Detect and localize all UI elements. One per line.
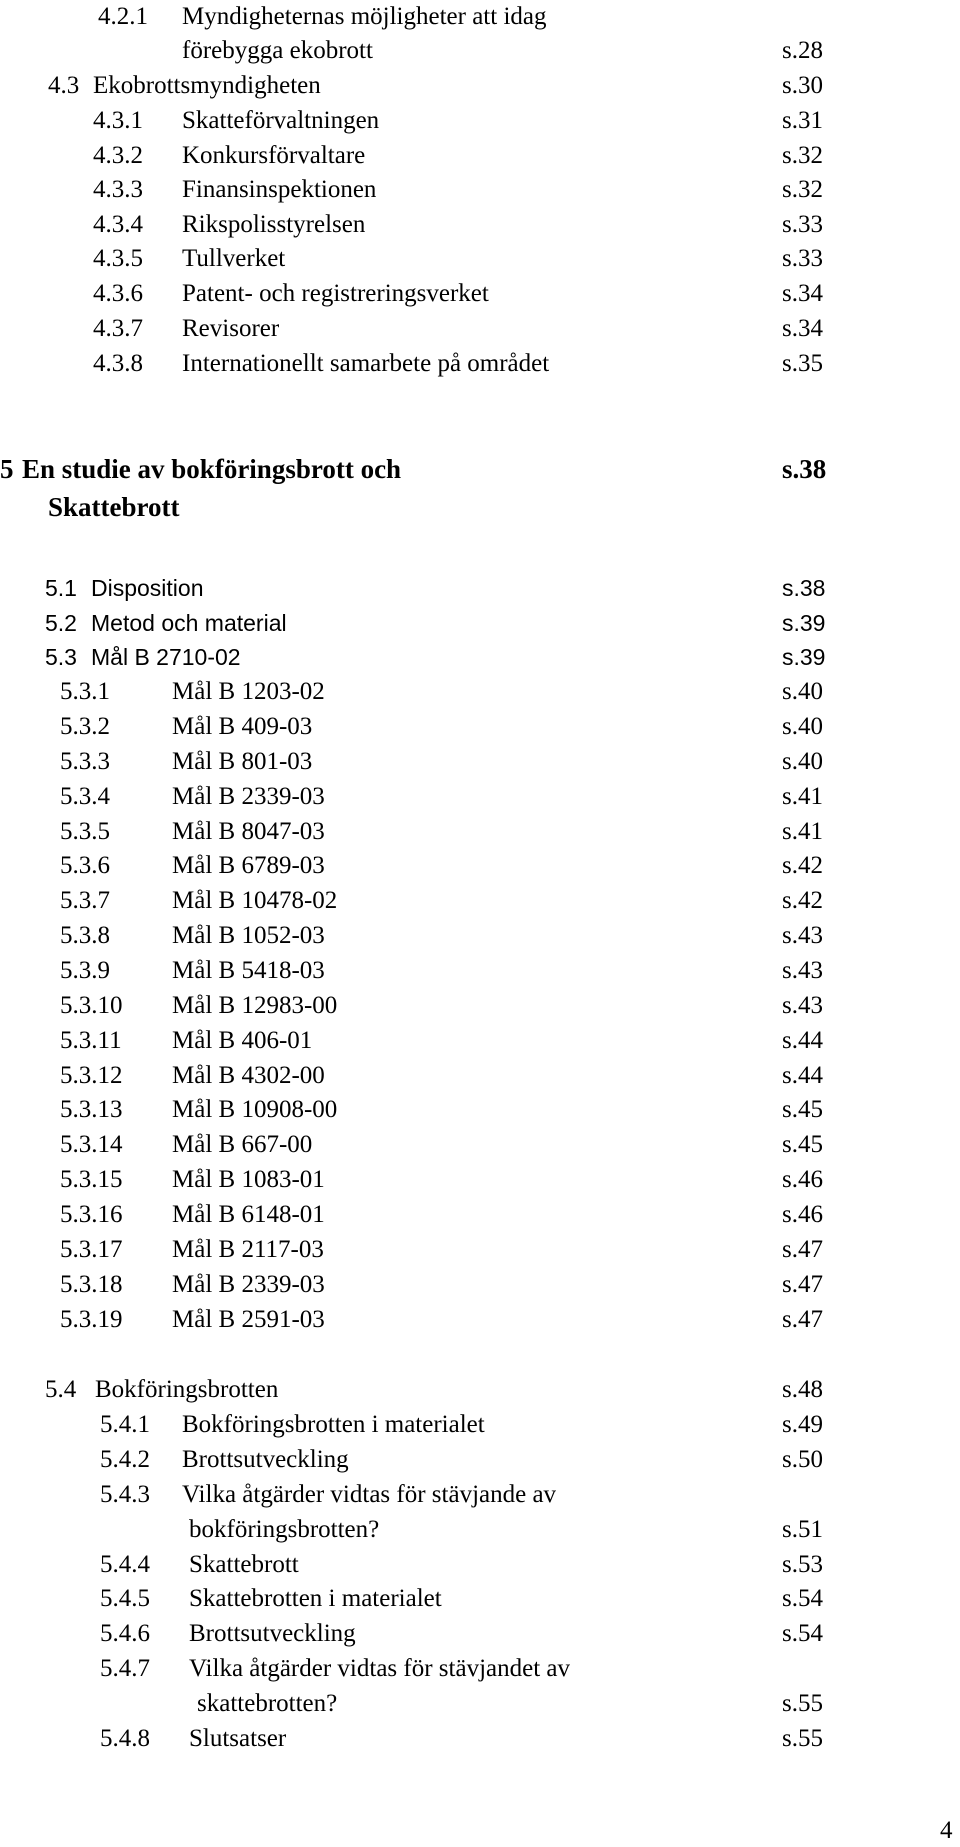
toc-entry-title: Mål B 6789-03	[172, 852, 325, 879]
toc-entry-title: Mål B 2339-03	[172, 783, 325, 810]
toc-entry-title: Mål B 10478-02	[172, 887, 338, 914]
toc-entry-title: Metod och material	[91, 610, 287, 636]
toc-entry-page: s.40	[782, 748, 823, 775]
toc-entry-page: s.41	[782, 818, 823, 845]
toc-entry-number: 5.3.12	[60, 1062, 123, 1089]
toc-entry-title: Finansinspektionen	[182, 176, 377, 203]
toc-entry-page: s.39	[782, 610, 826, 636]
toc-entry-number: 5.3.5	[60, 818, 110, 845]
toc-entry-page: s.32	[782, 142, 823, 169]
toc-entry-page: s.40	[782, 678, 823, 705]
toc-entry-number: 5.3	[45, 644, 77, 670]
toc-entry-title: Bokföringsbrotten	[95, 1376, 279, 1403]
toc-entry-title: Mål B 10908-00	[172, 1096, 338, 1123]
toc-entry-number: 5.3.13	[60, 1096, 123, 1123]
toc-entry-number: 5.3.10	[60, 992, 123, 1019]
toc-entry-title: Bokföringsbrotten i materialet	[182, 1411, 485, 1438]
toc-entry-number: 5.4.6	[100, 1620, 150, 1647]
toc-entry-page: s.34	[782, 280, 823, 307]
toc-entry-number: 4.3.4	[93, 211, 143, 238]
toc-entry-number: 5.3.18	[60, 1271, 123, 1298]
toc-entry-page: s.42	[782, 852, 823, 879]
toc-entry-number: 5.4.4	[100, 1551, 150, 1578]
toc-entry-title: Disposition	[91, 575, 204, 601]
toc-entry-number: 5.4	[45, 1376, 77, 1403]
toc-entry-number: 5.3.2	[60, 713, 110, 740]
toc-entry-number: 5	[0, 454, 14, 484]
toc-entry-page: s.47	[782, 1236, 823, 1263]
toc-entry-title: Vilka åtgärder vidtas för stävjandet av	[189, 1655, 570, 1682]
toc-entry-page: s.28	[782, 37, 823, 64]
toc-entry-number: 5.4.7	[100, 1655, 150, 1682]
toc-entry-title: Skatteförvaltningen	[182, 107, 380, 134]
toc-entry-page: s.46	[782, 1166, 823, 1193]
toc-entry-number: 5.3.19	[60, 1306, 123, 1333]
toc-entry-page: s.33	[782, 245, 823, 272]
toc-entry-number: 4.3.2	[93, 142, 143, 169]
toc-entry-number: 5.4.1	[100, 1411, 150, 1438]
toc-entry-number: 5.3.14	[60, 1131, 123, 1158]
toc-entry-title: Ekobrottsmyndigheten	[93, 72, 321, 99]
toc-entry-page: s.33	[782, 211, 823, 238]
toc-entry-page: s.55	[782, 1690, 823, 1717]
toc-entry-number: 5.3.6	[60, 852, 110, 879]
toc-entry-title: Mål B 2117-03	[172, 1236, 324, 1263]
toc-entry-page: s.43	[782, 922, 823, 949]
toc-entry-number: 5.1	[45, 575, 77, 601]
toc-entry-page: s.43	[782, 992, 823, 1019]
toc-entry-page: s.44	[782, 1062, 823, 1089]
toc-entry-number: 5.4.8	[100, 1725, 150, 1752]
toc-entry-number: 4.3.5	[93, 245, 143, 272]
toc-entry-number: 5.3.17	[60, 1236, 123, 1263]
toc-entry-page: s.45	[782, 1096, 823, 1123]
toc-entry-title: Konkursförvaltare	[182, 142, 366, 169]
toc-entry-title: Vilka åtgärder vidtas för stävjande av	[182, 1481, 557, 1508]
toc-entry-page: s.38	[782, 575, 826, 601]
toc-entry-number: 5.3.8	[60, 922, 110, 949]
toc-entry-page: s.54	[782, 1585, 823, 1612]
toc-entry-page: s.47	[782, 1306, 823, 1333]
toc-entry-title: Mål B 1203-02	[172, 678, 325, 705]
toc-entry-number: 4.3.6	[93, 280, 143, 307]
toc-entry-title: Mål B 1052-03	[172, 922, 325, 949]
toc-entry-title: Skattebrott	[48, 492, 180, 522]
toc-entry-title: skattebrotten?	[197, 1690, 338, 1717]
toc-entry-number: 5.3.7	[60, 887, 110, 914]
toc-entry-page: s.51	[782, 1516, 823, 1543]
toc-entry-title: Mål B 409-03	[172, 713, 313, 740]
toc-entry-number: 5.3.1	[60, 678, 110, 705]
toc-entry-number: 4.3.8	[93, 350, 143, 377]
toc-entry-title: Skattebrott	[189, 1551, 299, 1578]
toc-entry-page: s.50	[782, 1446, 823, 1473]
toc-entry-number: 4.3.3	[93, 176, 143, 203]
toc-entry-number: 5.3.3	[60, 748, 110, 775]
toc-entry-title: Rikspolisstyrelsen	[182, 211, 366, 238]
toc-entry-title: Mål B 2710-02	[91, 644, 241, 670]
toc-entry-title: Mål B 406-01	[172, 1027, 313, 1054]
toc-entry-title: Mål B 8047-03	[172, 818, 325, 845]
toc-entry-title: Internationellt samarbete på området	[182, 350, 550, 377]
toc-entry-title: Mål B 5418-03	[172, 957, 325, 984]
toc-entry-page: s.53	[782, 1551, 823, 1578]
toc-entry-title: Patent- och registreringsverket	[182, 280, 489, 307]
toc-entry-title: Mål B 1083-01	[172, 1166, 325, 1193]
toc-entry-title: Slutsatser	[189, 1725, 287, 1752]
toc-entry-number: 5.3.11	[60, 1027, 122, 1054]
toc-entry-page: s.49	[782, 1411, 823, 1438]
toc-entry-page: s.39	[782, 644, 826, 670]
toc-entry-page: s.31	[782, 107, 823, 134]
toc-entry-number: 5.3.15	[60, 1166, 123, 1193]
page-number: 4	[940, 1817, 953, 1844]
toc-entry-page: s.34	[782, 315, 823, 342]
toc-entry-number: 4.3.7	[93, 315, 143, 342]
toc-entry-title: Revisorer	[182, 315, 280, 342]
toc-entry-page: s.41	[782, 783, 823, 810]
toc-entry-title: Mål B 6148-01	[172, 1201, 325, 1228]
toc-entry-title: Myndigheternas möjligheter att idag	[182, 3, 547, 30]
toc-entry-title: Skattebrotten i materialet	[189, 1585, 442, 1612]
toc-entry-page: s.48	[782, 1376, 823, 1403]
toc-entry-number: 5.2	[45, 610, 77, 636]
toc-entry-number: 4.3	[48, 72, 80, 99]
toc-entry-page: s.55	[782, 1725, 823, 1752]
toc-entry-page: s.45	[782, 1131, 823, 1158]
toc-entry-title: Mål B 12983-00	[172, 992, 338, 1019]
toc-entry-title: Mål B 667-00	[172, 1131, 313, 1158]
toc-entry-page: s.47	[782, 1271, 823, 1298]
toc-entry-page: s.43	[782, 957, 823, 984]
toc-entry-number: 4.2.1	[98, 3, 148, 30]
toc-entry-title: En studie av bokföringsbrott och	[22, 454, 402, 484]
toc-entry-number: 5.3.16	[60, 1201, 123, 1228]
toc-entry-title: Brottsutveckling	[182, 1446, 349, 1473]
toc-entry-title: förebygga ekobrott	[182, 37, 373, 64]
toc-entry-number: 5.4.2	[100, 1446, 150, 1473]
toc-entry-title: Mål B 4302-00	[172, 1062, 325, 1089]
toc-entry-number: 5.3.4	[60, 783, 110, 810]
toc-entry-page: s.35	[782, 350, 823, 377]
toc-entry-number: 4.3.1	[93, 107, 143, 134]
toc-entry-page: s.54	[782, 1620, 823, 1647]
toc-entry-title: Brottsutveckling	[189, 1620, 356, 1647]
toc-entry-page: s.32	[782, 176, 823, 203]
toc-entry-page: s.38	[782, 454, 827, 484]
toc-entry-title: Mål B 2339-03	[172, 1271, 325, 1298]
toc-entry-page: s.44	[782, 1027, 823, 1054]
toc-entry-page: s.46	[782, 1201, 823, 1228]
toc-entry-title: bokföringsbrotten?	[189, 1516, 380, 1543]
toc-entry-page: s.30	[782, 72, 823, 99]
toc-entry-title: Mål B 2591-03	[172, 1306, 325, 1333]
toc-entry-page: s.42	[782, 887, 823, 914]
toc-entry-number: 5.4.3	[100, 1481, 150, 1508]
toc-entry-title: Mål B 801-03	[172, 748, 313, 775]
toc-entry-number: 5.3.9	[60, 957, 110, 984]
toc-entry-title: Tullverket	[182, 245, 286, 272]
toc-entry-page: s.40	[782, 713, 823, 740]
toc-entry-number: 5.4.5	[100, 1585, 150, 1612]
